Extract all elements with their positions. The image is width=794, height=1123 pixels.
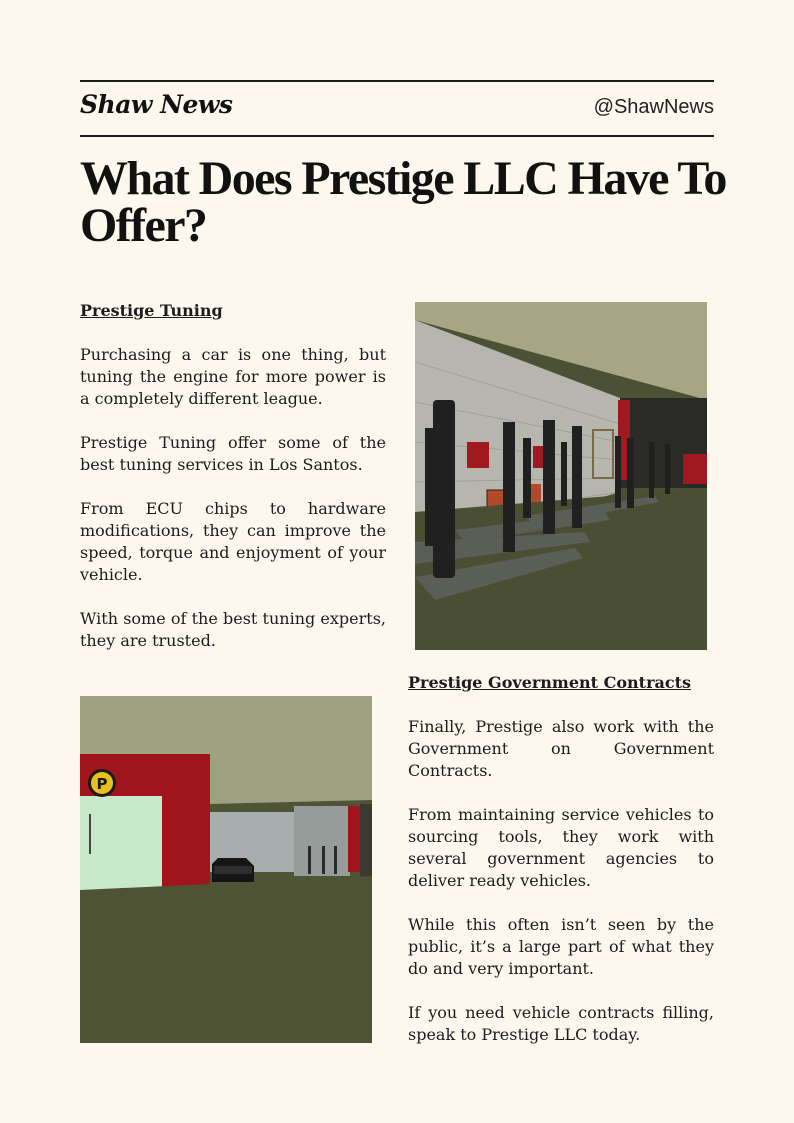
tuning-heading: Prestige Tuning [80,301,223,320]
article-headline: What Does Prestige LLC Have To Offer? [80,152,726,252]
garage-sign-letter: P [96,775,108,793]
garage-entrance-photo [80,696,372,1043]
tuning-paragraph-1: Purchasing a car is one thing, but tuning the engine for more power is a completely different league. [80,345,386,408]
top-rule [80,80,714,82]
social-handle[interactable]: @ShawNews [593,96,714,118]
government-heading: Prestige Government Contracts [408,673,691,692]
workshop-lifts-illustration [415,302,707,650]
tuning-paragraph-4: With some of the best tuning experts, they are trusted. [80,609,386,650]
workshop-lifts-photo [415,302,707,650]
bottom-rule [80,135,714,137]
government-paragraph-3: While this often isn’t seen by the public, it’s a large part of what they do and very important. [408,915,714,978]
government-section [408,672,714,1068]
government-paragraph-1: Finally, Prestige also work with the Government on Government Contracts. [408,717,714,780]
government-paragraph-2: From maintaining service vehicles to sourcing tools, they work with several government agencies to deliver ready vehicles. [408,805,714,890]
tuning-paragraph-2: Prestige Tuning offer some of the best tuning services in Los Santos. [80,433,386,474]
garage-entrance-illustration [80,696,372,1043]
masthead-logo: Shaw News [80,90,233,119]
tuning-section [80,300,386,674]
tuning-paragraph-3: From ECU chips to hardware modifications, they can improve the speed, torque and enjoyment of your vehicle. [80,499,386,584]
government-paragraph-4: If you need vehicle contracts filling, speak to Prestige LLC today. [408,1003,714,1044]
